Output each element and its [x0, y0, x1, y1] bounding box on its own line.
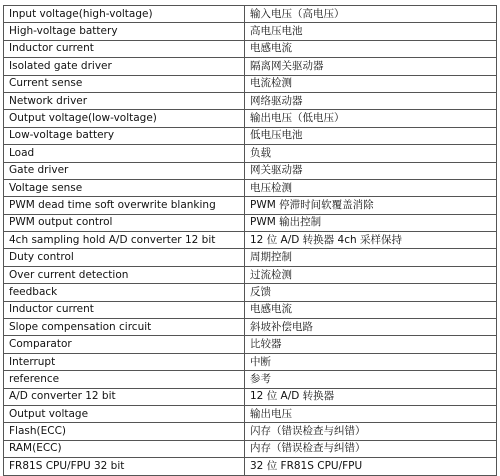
table-row: [4, 423, 497, 440]
english-term-cell: 4ch sampling hold A/D converter 12 bit: [4, 232, 245, 249]
chinese-term-cell: 比较器: [245, 336, 497, 353]
english-term-cell: Over current detection: [4, 266, 245, 283]
table-row: [4, 458, 497, 475]
english-term-cell: Output voltage(low-voltage): [4, 110, 245, 127]
chinese-term-cell: 周期控制: [245, 249, 497, 266]
table-row: [4, 266, 497, 283]
english-term-cell: High-voltage battery: [4, 23, 245, 40]
chinese-term-cell: 输出电压（低电压）: [245, 110, 497, 127]
chinese-term-cell: 电感电流: [245, 301, 497, 318]
english-term-cell: feedback: [4, 284, 245, 301]
table-row: [4, 162, 497, 179]
table-row: [4, 319, 497, 336]
table-row: [4, 179, 497, 196]
chinese-term-cell: 输出电压: [245, 405, 497, 422]
table-row: [4, 301, 497, 318]
english-term-cell: Isolated gate driver: [4, 58, 245, 75]
table-row: [4, 110, 497, 127]
english-term-cell: PWM output control: [4, 214, 245, 231]
english-term-cell: Interrupt: [4, 353, 245, 370]
table-row: [4, 214, 497, 231]
english-term-cell: Load: [4, 145, 245, 162]
table-row: [4, 40, 497, 57]
english-term-cell: Input voltage(high-voltage): [4, 6, 245, 23]
chinese-term-cell: 电压检测: [245, 179, 497, 196]
chinese-term-cell: 负载: [245, 145, 497, 162]
table-row: [4, 75, 497, 92]
english-term-cell: A/D converter 12 bit: [4, 388, 245, 405]
chinese-term-cell: 电流检测: [245, 75, 497, 92]
table-row: [4, 92, 497, 109]
chinese-term-cell: 输入电压（高电压）: [245, 6, 497, 23]
table-row: [4, 23, 497, 40]
table-row: [4, 388, 497, 405]
table-row: [4, 371, 497, 388]
table-row: [4, 249, 497, 266]
english-term-cell: Network driver: [4, 92, 245, 109]
table-row: [4, 284, 497, 301]
glossary-table: [3, 5, 497, 476]
english-term-cell: Gate driver: [4, 162, 245, 179]
english-term-cell: reference: [4, 371, 245, 388]
table-row: [4, 58, 497, 75]
chinese-term-cell: 隔离网关驱动器: [245, 58, 497, 75]
chinese-term-cell: 12 位 A/D 转换器: [245, 388, 497, 405]
english-term-cell: Inductor current: [4, 301, 245, 318]
table-row: [4, 197, 497, 214]
chinese-term-cell: 中断: [245, 353, 497, 370]
chinese-term-cell: 过流检测: [245, 266, 497, 283]
glossary-body: [4, 6, 497, 476]
english-term-cell: Flash(ECC): [4, 423, 245, 440]
table-row: [4, 440, 497, 457]
english-term-cell: PWM dead time soft overwrite blanking: [4, 197, 245, 214]
chinese-term-cell: 32 位 FR81S CPU/FPU: [245, 458, 497, 475]
english-term-cell: Comparator: [4, 336, 245, 353]
chinese-term-cell: 参考: [245, 371, 497, 388]
english-term-cell: Output voltage: [4, 405, 245, 422]
english-term-cell: RAM(ECC): [4, 440, 245, 457]
chinese-term-cell: 斜坡补偿电路: [245, 319, 497, 336]
table-row: [4, 232, 497, 249]
chinese-term-cell: PWM 输出控制: [245, 214, 497, 231]
chinese-term-cell: 电感电流: [245, 40, 497, 57]
english-term-cell: Voltage sense: [4, 179, 245, 196]
chinese-term-cell: 网关驱动器: [245, 162, 497, 179]
chinese-term-cell: 内存（错误检查与纠错）: [245, 440, 497, 457]
table-row: [4, 6, 497, 23]
english-term-cell: Inductor current: [4, 40, 245, 57]
english-term-cell: Duty control: [4, 249, 245, 266]
english-term-cell: Slope compensation circuit: [4, 319, 245, 336]
chinese-term-cell: 反馈: [245, 284, 497, 301]
english-term-cell: Current sense: [4, 75, 245, 92]
chinese-term-cell: 高电压电池: [245, 23, 497, 40]
chinese-term-cell: 闪存（错误检查与纠错）: [245, 423, 497, 440]
chinese-term-cell: 网络驱动器: [245, 92, 497, 109]
table-row: [4, 405, 497, 422]
chinese-term-cell: 12 位 A/D 转换器 4ch 采样保持: [245, 232, 497, 249]
english-term-cell: Low-voltage battery: [4, 127, 245, 144]
english-term-cell: FR81S CPU/FPU 32 bit: [4, 458, 245, 475]
table-row: [4, 336, 497, 353]
table-row: [4, 353, 497, 370]
chinese-term-cell: PWM 停滞时间软覆盖消除: [245, 197, 497, 214]
table-row: [4, 127, 497, 144]
table-row: [4, 145, 497, 162]
chinese-term-cell: 低电压电池: [245, 127, 497, 144]
